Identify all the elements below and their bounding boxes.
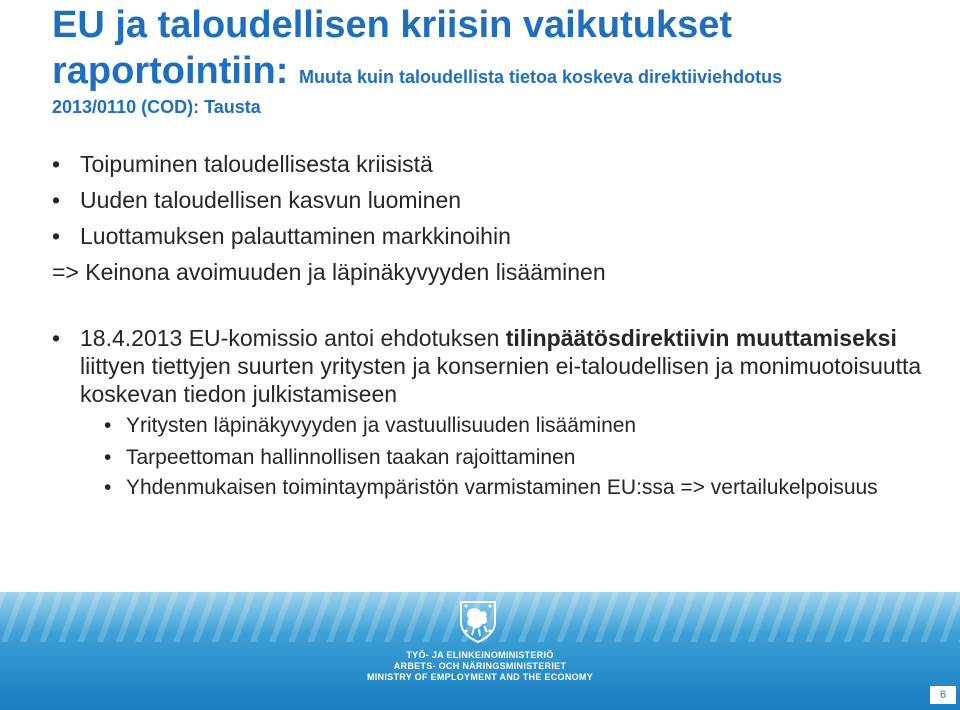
lion-coat-of-arms-icon [455,598,501,644]
arrow-line: => Keinona avoimuuden ja läpinäkyvyyden lisääminen [52,259,606,285]
ministry-name [360,650,600,683]
ministry-name-fi: TYÖ- JA ELINKEINOMINISTERIÖ [406,650,554,660]
proposal-bullet [52,324,932,408]
proposal-suffix: liittyen tiettyjen suurten yritysten ja konsernien ei-taloudellisen ja monimuotoisuutta koskevan tiedon julkistamiseen [80,353,922,407]
proposal-bold: tilinpäätösdirektiivin muuttamiseksi [505,325,897,351]
sub-bullet-item: • Yhdenmukaisen toimintaympäristön varmistaminen EU:ssa => vertailukelpoisuus [52,474,932,501]
title-line-2: raportointiin: [52,50,289,92]
ministry-name-sv: ARBETS- OCH NÄRINGSMINISTERIET [393,661,567,671]
bullet-item: • Uuden taloudellisen kasvun luominen [52,182,932,218]
bullet-item: • Luottamuksen palauttaminen markkinoihin [52,218,932,254]
slide-body [52,146,932,501]
title-line-1: EU ja taloudellisen kriisin vaikutukset [52,4,733,46]
sub-bullet-item: • Yritysten läpinäkyvyyden ja vastuullisuuden lisääminen [52,410,932,442]
sub-bullet-item: • Tarpeettoman hallinnollisen taakan rajoittaminen [52,442,932,474]
title-subtitle: Muuta kuin taloudellista tietoa koskeva direktiiviehdotus [298,67,783,87]
slide-title [52,2,942,118]
page-number: 6 [930,686,956,704]
proposal-prefix: 18.4.2013 EU-komissio antoi ehdotuksen [80,325,506,351]
title-line-3: 2013/0110 (COD): Tausta [52,97,261,117]
bullet-item: • Toipuminen taloudellisesta kriisistä [52,146,932,182]
ministry-name-en: MINISTRY OF EMPLOYMENT AND THE ECONOMY [366,672,594,682]
